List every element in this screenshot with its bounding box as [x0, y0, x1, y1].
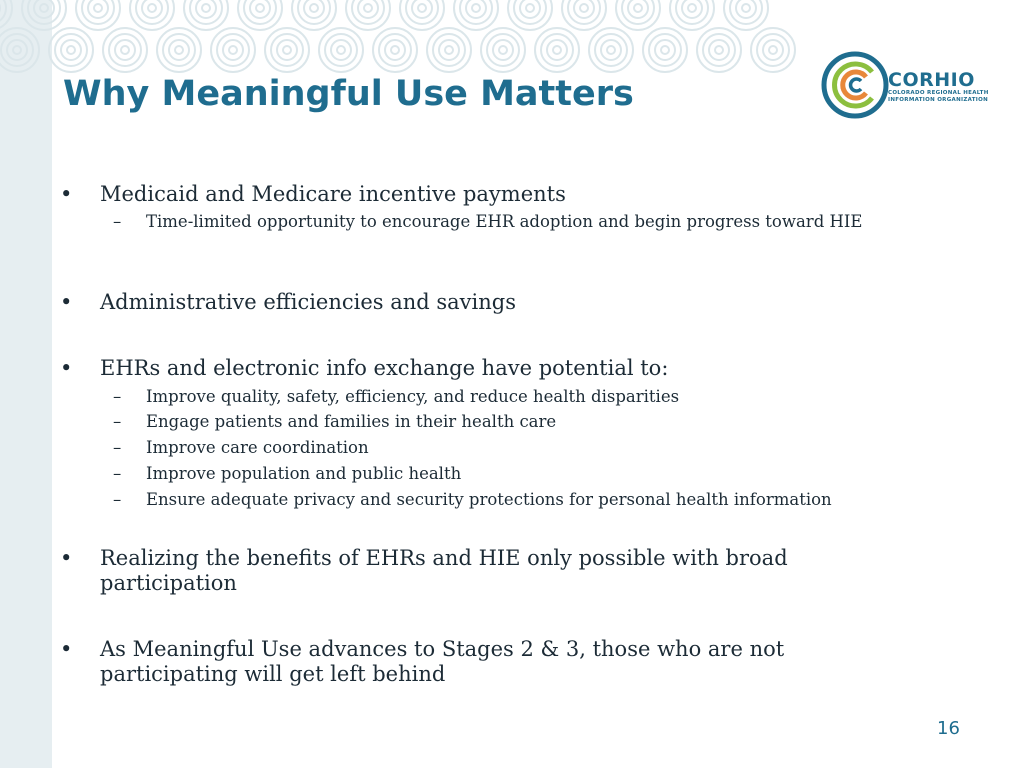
sub-bullet-marker: –	[113, 464, 122, 483]
sub-bullet-marker: –	[113, 490, 122, 509]
bullet-item	[60, 182, 900, 207]
logo-subtitle-line2: INFORMATION ORGANIZATION	[888, 97, 989, 103]
bullet-text: EHRs and electronic info exchange have potential to:	[100, 356, 669, 380]
sub-bullet-text: Improve population and public health	[146, 464, 462, 483]
sub-bullet-item	[113, 412, 936, 432]
slide-title: Why Meaningful Use Matters	[63, 74, 634, 114]
bullet-item	[60, 356, 900, 381]
bullet-marker: •	[60, 546, 73, 570]
logo-name: CORHIO	[888, 69, 975, 91]
bullet-item	[60, 637, 860, 687]
bullet-text: As Meaningful Use advances to Stages 2 & 3, those who are not participating will get left behind	[100, 637, 785, 686]
sub-bullet-text: Improve quality, safety, efficiency, and reduce health disparities	[146, 387, 680, 406]
sub-bullet-item	[113, 490, 936, 510]
page-number: 16	[937, 718, 960, 739]
sub-bullet-text: Improve care coordination	[146, 438, 369, 457]
bullet-item	[60, 546, 860, 596]
sub-bullet-text: Time-limited opportunity to encourage EHR adoption and begin progress toward HIE	[146, 212, 863, 231]
sub-bullet-item	[113, 387, 936, 407]
sub-bullet-text: Ensure adequate privacy and security protections for personal health information	[146, 490, 832, 509]
bullet-marker: •	[60, 182, 73, 206]
sub-bullet-item	[113, 438, 936, 458]
sub-bullet-marker: –	[113, 212, 122, 231]
logo-subtitle-line1: COLORADO REGIONAL HEALTH	[888, 90, 989, 96]
bullet-marker: •	[60, 356, 73, 380]
sub-bullet-marker: –	[113, 412, 122, 431]
sub-bullet-marker: –	[113, 387, 122, 406]
bullet-text: Medicaid and Medicare incentive payments	[100, 182, 566, 206]
bullet-marker: •	[60, 290, 73, 314]
bullet-marker: •	[60, 637, 73, 661]
sub-bullet-item	[113, 464, 936, 484]
bullet-text: Realizing the benefits of EHRs and HIE only possible with broad participation	[100, 546, 788, 595]
sub-bullet-item	[113, 212, 916, 232]
bullet-text: Administrative efficiencies and savings	[100, 290, 517, 314]
bullet-item	[60, 290, 900, 315]
sub-bullet-marker: –	[113, 438, 122, 457]
sub-bullet-text: Engage patients and families in their health care	[146, 412, 557, 431]
